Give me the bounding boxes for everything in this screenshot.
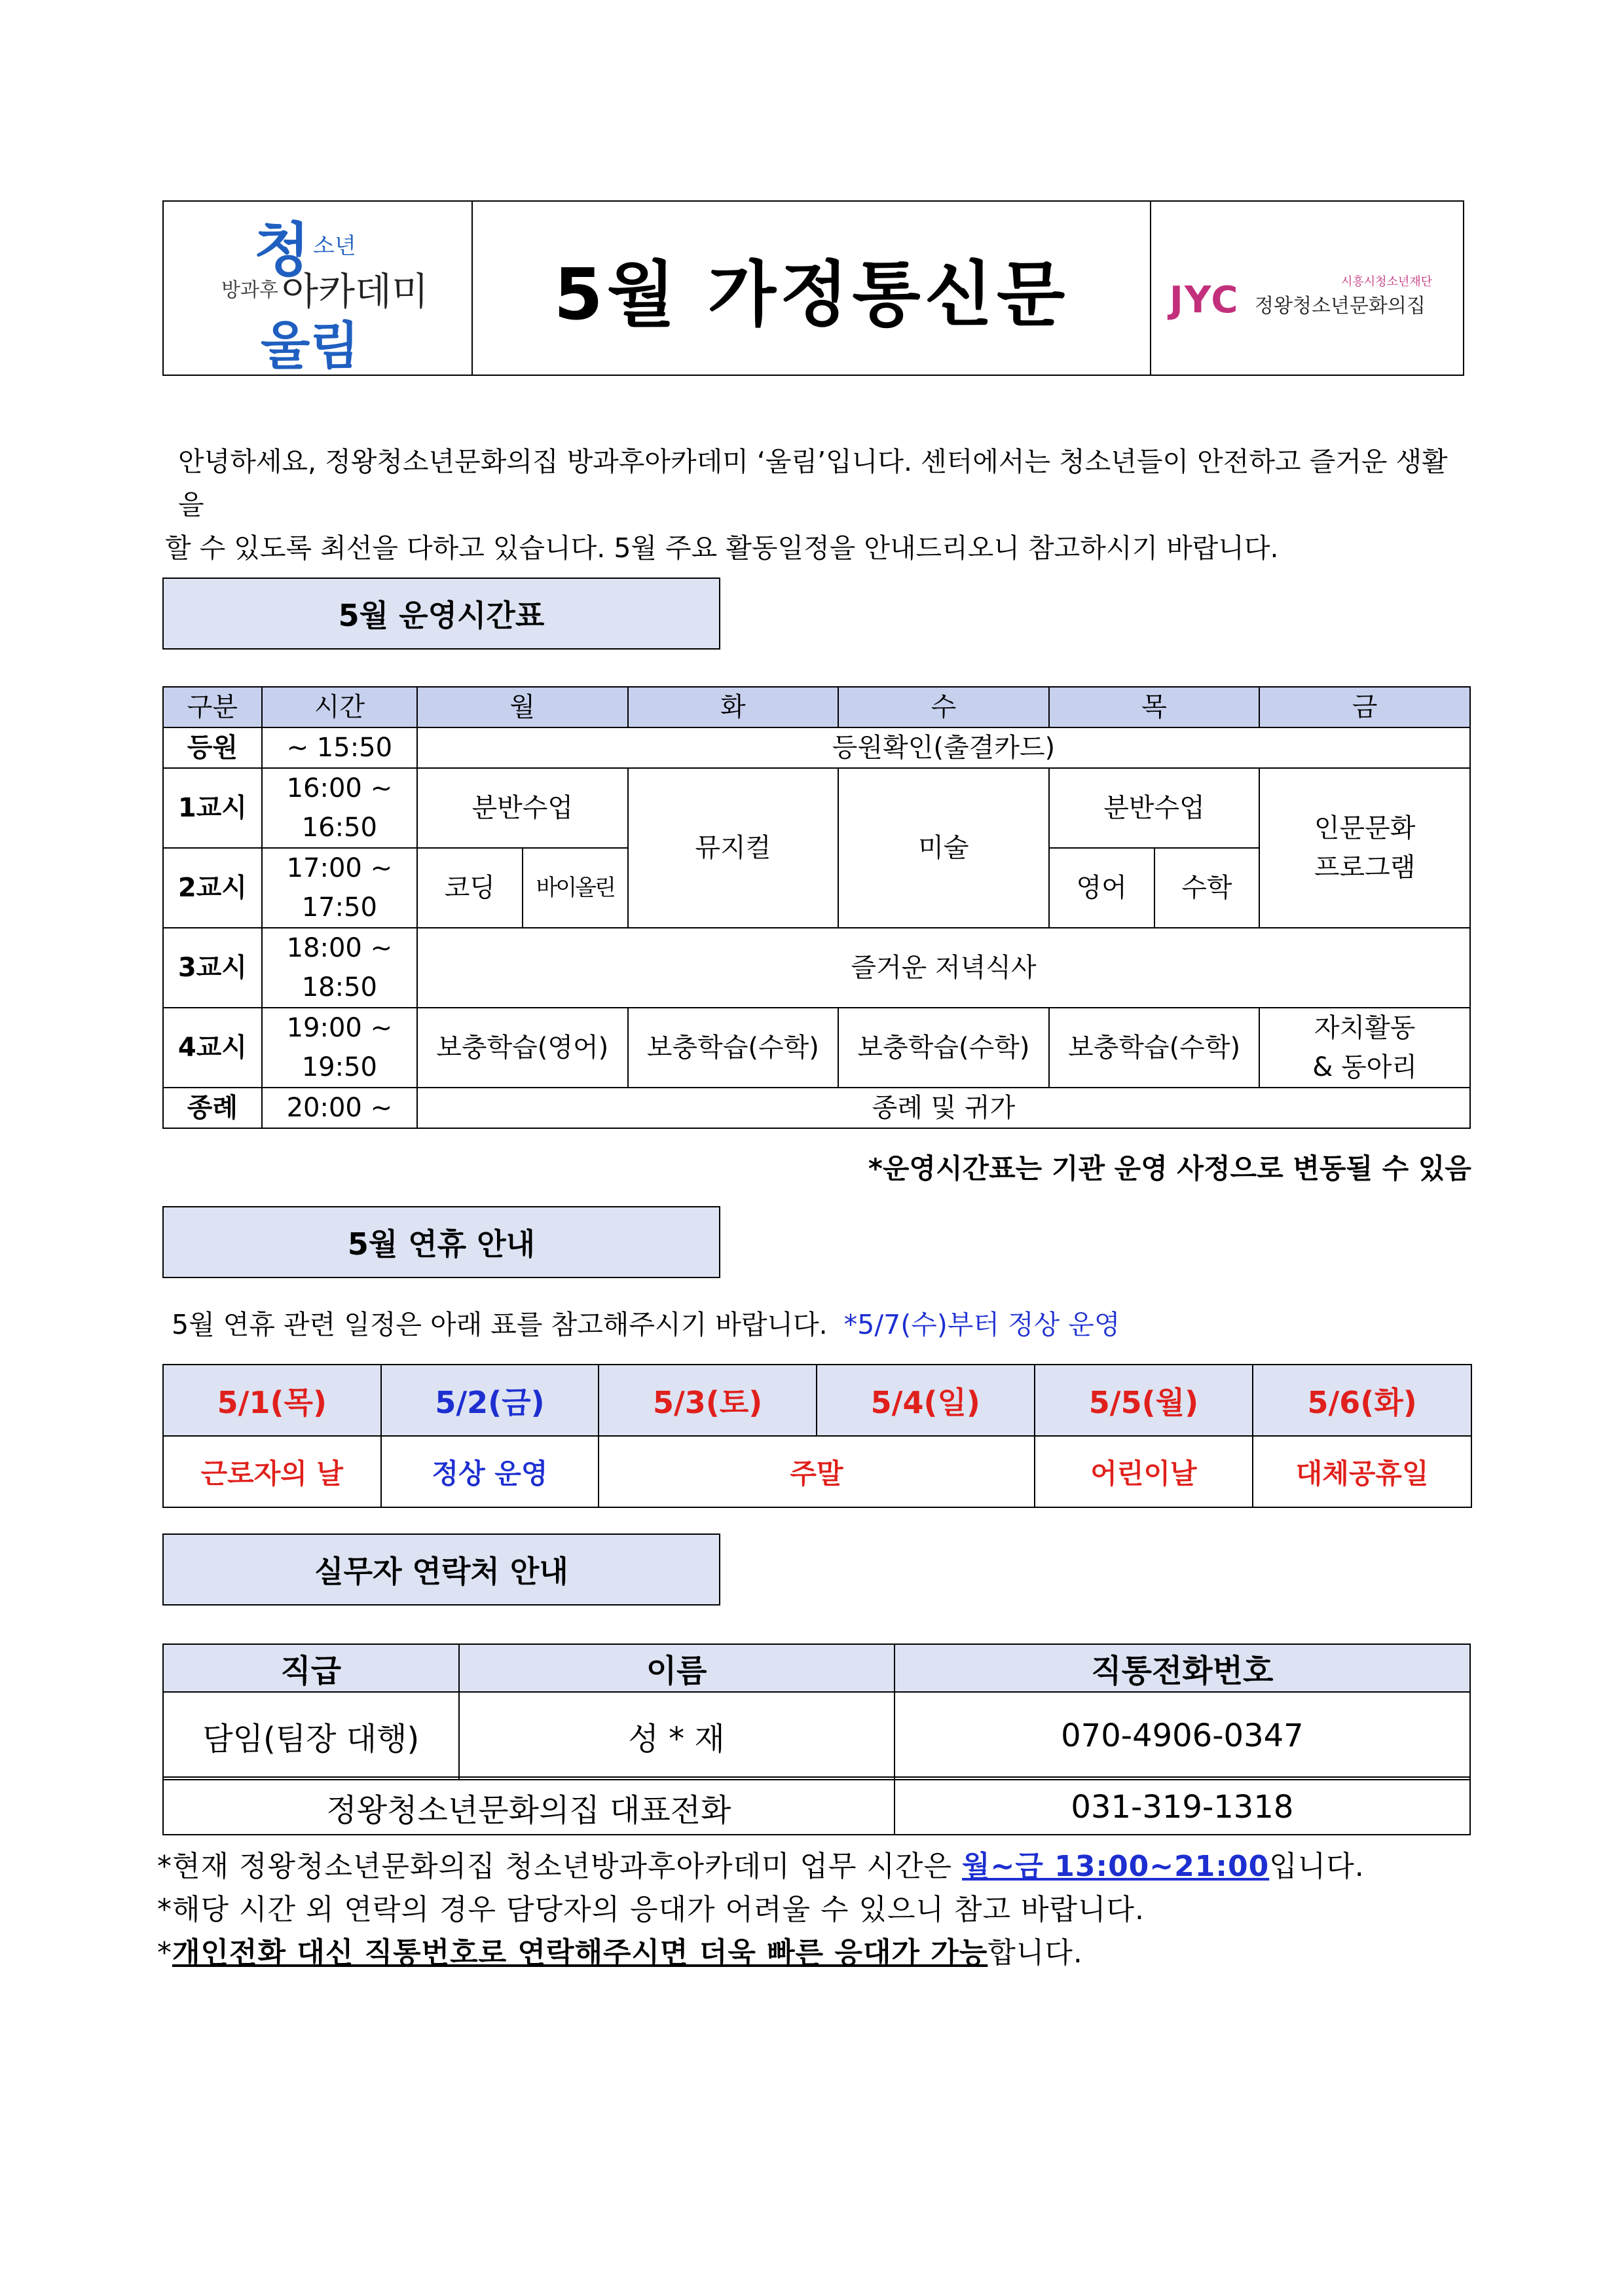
contact-row [163, 1692, 1470, 1780]
p4-wed: 보충학습(수학) [838, 1008, 1049, 1088]
closing-label: 종례 [163, 1088, 262, 1128]
holiday-desc-weekend: 주말 [599, 1436, 1034, 1507]
p4-time [262, 1008, 417, 1088]
logo-bottom: 울림 [261, 317, 360, 376]
holiday-date-4: 5/4(일) [817, 1365, 1035, 1436]
row-arrival [163, 727, 1470, 768]
closing-time: 20:00 ~ [262, 1088, 417, 1128]
header-wed: 수 [838, 687, 1049, 727]
holiday-intro-note: *5/7(수)부터 정상 운영 [843, 1309, 1120, 1340]
header-time: 시간 [262, 687, 417, 727]
arrival-content: 등원확인(출결카드) [417, 727, 1470, 768]
arrival-time: ~ 15:50 [262, 727, 417, 768]
intro-line-2: 할 수 있도록 최선을 다하고 있습니다. 5월 주요 활동일정을 안내드리오니 참고하시기 바랍니다. [165, 532, 1279, 564]
p2-time [262, 848, 417, 928]
holiday-desc-5: 어린이날 [1035, 1436, 1253, 1507]
academy-logo [164, 202, 470, 375]
note-1 [157, 1845, 1467, 1888]
note-3 [157, 1932, 1467, 1975]
note-1-post: 입니다. [1269, 1850, 1365, 1883]
header-tue: 화 [628, 687, 839, 727]
header-box [162, 200, 1464, 376]
p12-fri [1259, 768, 1470, 928]
p4-fri [1259, 1008, 1470, 1088]
contact-table [162, 1643, 1471, 1780]
holiday-table [162, 1364, 1472, 1508]
p2-mon-b: 바이올린 [523, 848, 628, 928]
p2-time-end: 17:50 [301, 892, 377, 923]
intro-paragraph [165, 440, 1468, 570]
holiday-descs-row [163, 1436, 1471, 1507]
row-closing [163, 1088, 1470, 1128]
note-3-highlight: 개인전화 대신 직통번호로 연락해주시면 더욱 빠른 응대가 가능 [172, 1936, 988, 1970]
p3-time-start: 18:00 ~ [286, 933, 393, 963]
p4-thu: 보충학습(수학) [1049, 1008, 1260, 1088]
contact-position: 담임(팀장 대행) [163, 1692, 459, 1780]
p2-thu-a: 영어 [1049, 848, 1154, 928]
p4-fri-a: 자치활동 [1314, 1013, 1416, 1043]
holiday-date-1: 5/1(목) [163, 1365, 381, 1436]
holiday-intro [172, 1303, 1120, 1342]
p12-tue: 뮤지컬 [628, 768, 839, 928]
logo-middle: 아카데미 [282, 269, 429, 314]
holiday-date-3: 5/3(토) [599, 1365, 817, 1436]
main-phone-label: 정왕청소년문화의집 대표전화 [163, 1778, 895, 1835]
contact-section-title: 실무자 연락처 안내 [162, 1533, 720, 1606]
note-2: *해당 시간 외 연락의 경우 담당자의 응대가 어려울 수 있으니 참고 바랍니다. [157, 1893, 1145, 1926]
holiday-desc-6: 대체공휴일 [1253, 1436, 1471, 1507]
header-mon: 월 [417, 687, 628, 727]
header-category: 구분 [163, 687, 262, 727]
p12-wed: 미술 [838, 768, 1049, 928]
p4-time-start: 19:00 ~ [286, 1013, 393, 1043]
contact-header-position: 직급 [163, 1644, 459, 1692]
logo-middle-small: 방과후 [221, 279, 278, 302]
jyc-mark: JYC [1170, 279, 1240, 321]
contact-header-phone: 직통전화번호 [895, 1644, 1470, 1692]
main-phone-table [162, 1776, 1471, 1835]
note-1-hours: 월~금 13:00~21:00 [962, 1850, 1270, 1883]
title-cell [472, 201, 1151, 375]
holiday-dates-row [163, 1365, 1471, 1436]
foundation-label: 시흥시청소년재단 [1341, 275, 1433, 289]
p4-mon: 보충학습(영어) [417, 1008, 628, 1088]
p1-time [262, 768, 417, 848]
header-thu: 목 [1049, 687, 1260, 727]
header-fri: 금 [1259, 687, 1470, 727]
p2-thu-b: 수학 [1154, 848, 1260, 928]
org-name: 정왕청소년문화의집 [1255, 295, 1426, 318]
intro-line-1: 안녕하세요, 정왕청소년문화의집 방과후아카데미 ‘울림’입니다. 센터에서는 청소년들이 안전하고 즐거운 생활을 [178, 446, 1448, 521]
row-period-1 [163, 768, 1470, 848]
org-logo-cell [1151, 201, 1464, 375]
p4-fri-b: & 동아리 [1312, 1052, 1418, 1082]
main-phone-number[interactable]: 031-319-1318 [895, 1778, 1470, 1835]
p2-mon-a: 코딩 [417, 848, 523, 928]
p3-content: 즐거운 저녁식사 [417, 928, 1470, 1008]
logo-top-small: 소년 [313, 233, 356, 259]
p4-tue: 보충학습(수학) [628, 1008, 839, 1088]
schedule-section-title: 5월 운영시간표 [162, 578, 720, 650]
note-1-pre: *현재 정왕청소년문화의집 청소년방과후아카데미 업무 시간은 [157, 1850, 963, 1883]
schedule-table [162, 686, 1471, 1129]
contact-name: 성 * 재 [459, 1692, 895, 1780]
contact-header-row [163, 1644, 1470, 1692]
academy-logo-cell [163, 201, 472, 375]
row-period-3 [163, 928, 1470, 1008]
notes-block [157, 1845, 1467, 1975]
holiday-desc-2: 정상 운영 [381, 1436, 599, 1507]
p1-time-end: 16:50 [301, 813, 377, 843]
holiday-section-title: 5월 연휴 안내 [162, 1206, 720, 1278]
holiday-date-6: 5/6(화) [1253, 1365, 1471, 1436]
p3-time-end: 18:50 [301, 972, 377, 1002]
p4-time-end: 19:50 [301, 1052, 377, 1082]
schedule-note: *운영시간표는 기관 운영 사정으로 변동될 수 있음 [868, 1152, 1471, 1184]
page-title: 5월 가정통신문 [553, 253, 1069, 336]
holiday-date-2: 5/2(금) [381, 1365, 599, 1436]
p2-time-start: 17:00 ~ [286, 853, 393, 883]
schedule-header-row [163, 687, 1470, 727]
p3-time [262, 928, 417, 1008]
note-3-post: 합니다. [987, 1936, 1083, 1970]
holiday-desc-1: 근로자의 날 [163, 1436, 381, 1507]
arrival-label: 등원 [163, 727, 262, 768]
holiday-intro-text: 5월 연휴 관련 일정은 아래 표를 참고해주시기 바랍니다. [172, 1309, 828, 1340]
holiday-date-5: 5/5(월) [1035, 1365, 1253, 1436]
contact-phone[interactable]: 070-4906-0347 [895, 1692, 1470, 1780]
p1-time-start: 16:00 ~ [286, 773, 393, 803]
logo-top-char: 청 [254, 216, 310, 284]
main-phone-row [163, 1778, 1470, 1835]
row-period-4 [163, 1008, 1470, 1088]
p2-label: 2교시 [163, 848, 262, 928]
p3-label: 3교시 [163, 928, 262, 1008]
org-logo [1151, 202, 1460, 375]
note-3-pre: * [157, 1936, 172, 1970]
contact-header-name: 이름 [459, 1644, 895, 1692]
closing-content: 종례 및 귀가 [417, 1088, 1470, 1128]
p1-thu: 분반수업 [1049, 768, 1260, 848]
p4-label: 4교시 [163, 1008, 262, 1088]
p12-fri-a: 인문문화 [1314, 813, 1416, 843]
p12-fri-b: 프로그램 [1314, 853, 1416, 883]
p1-mon: 분반수업 [417, 768, 628, 848]
p1-label: 1교시 [163, 768, 262, 848]
